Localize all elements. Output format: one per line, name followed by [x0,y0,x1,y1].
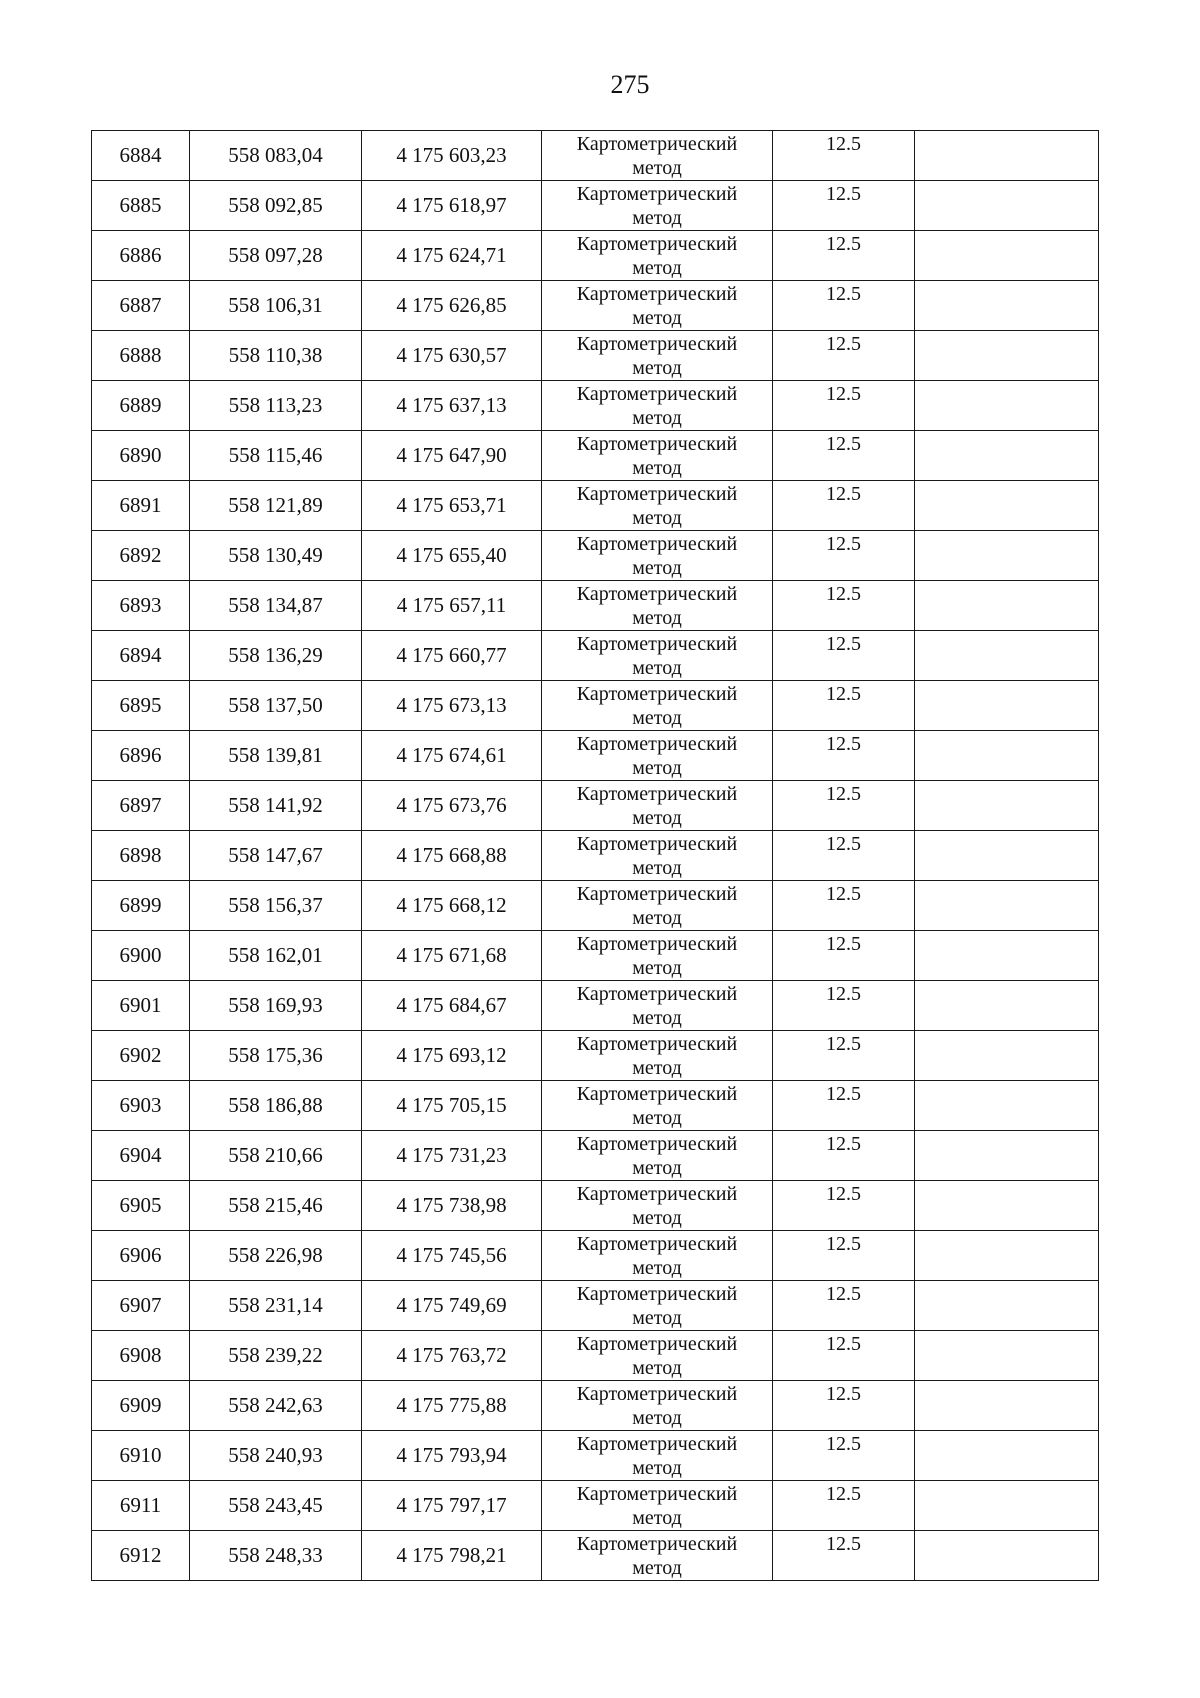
accuracy-cell: 12.5 [773,1181,915,1231]
point-number-cell: 6889 [92,381,190,431]
x-coordinate-cell: 558 169,93 [190,981,362,1031]
table-row [92,281,1099,331]
method-line-1: Картометрический [576,483,738,505]
method-line-1: Картометрический [576,1183,738,1205]
point-number-cell: 6896 [92,731,190,781]
accuracy-cell: 12.5 [773,1531,915,1581]
note-cell [915,781,1099,831]
method-line-1: Картометрический [576,1533,738,1555]
note-cell [915,931,1099,981]
y-coordinate-cell: 4 175 673,76 [362,781,542,831]
y-coordinate-cell: 4 175 647,90 [362,431,542,481]
accuracy-cell: 12.5 [773,381,915,431]
method-cell [542,931,773,981]
table-row [92,1081,1099,1131]
method-cell [542,1481,773,1531]
table-row [92,381,1099,431]
method-line-1: Картометрический [576,1083,738,1105]
accuracy-cell: 12.5 [773,631,915,681]
method-cell [542,881,773,931]
note-cell [915,881,1099,931]
page-number: 275 [610,70,650,99]
method-line-2: метод [632,557,682,579]
coordinates-table [91,130,1099,1581]
x-coordinate-cell: 558 215,46 [190,1181,362,1231]
x-coordinate-cell: 558 186,88 [190,1081,362,1131]
method-cell [542,281,773,331]
accuracy-cell: 12.5 [773,331,915,381]
accuracy-cell: 12.5 [773,1431,915,1481]
note-cell [915,1381,1099,1431]
method-cell [542,1331,773,1381]
point-number-cell: 6910 [92,1431,190,1481]
table-row [92,781,1099,831]
point-number-cell: 6906 [92,1231,190,1281]
table-row [92,881,1099,931]
method-line-2: метод [632,1507,682,1529]
table-row [92,1531,1099,1581]
y-coordinate-cell: 4 175 674,61 [362,731,542,781]
table-row [92,1031,1099,1081]
method-line-2: метод [632,507,682,529]
x-coordinate-cell: 558 243,45 [190,1481,362,1531]
table-row [92,1331,1099,1381]
y-coordinate-cell: 4 175 693,12 [362,1031,542,1081]
note-cell [915,1181,1099,1231]
method-line-2: метод [632,1057,682,1079]
method-line-1: Картометрический [576,683,738,705]
table-row [92,931,1099,981]
y-coordinate-cell: 4 175 603,23 [362,131,542,181]
table-row [92,581,1099,631]
y-coordinate-cell: 4 175 763,72 [362,1331,542,1381]
accuracy-cell: 12.5 [773,1381,915,1431]
note-cell [915,131,1099,181]
y-coordinate-cell: 4 175 626,85 [362,281,542,331]
y-coordinate-cell: 4 175 793,94 [362,1431,542,1481]
method-line-1: Картометрический [576,433,738,455]
y-coordinate-cell: 4 175 798,21 [362,1531,542,1581]
method-cell [542,131,773,181]
method-line-2: метод [632,707,682,729]
method-cell [542,731,773,781]
note-cell [915,431,1099,481]
method-line-1: Картометрический [576,833,738,855]
method-cell [542,181,773,231]
method-line-1: Картометрический [576,533,738,555]
x-coordinate-cell: 558 137,50 [190,681,362,731]
note-cell [915,731,1099,781]
method-line-2: метод [632,857,682,879]
x-coordinate-cell: 558 106,31 [190,281,362,331]
point-number-cell: 6901 [92,981,190,1031]
table-row [92,1231,1099,1281]
method-line-2: метод [632,1557,682,1579]
method-line-2: метод [632,307,682,329]
method-line-2: метод [632,1007,682,1029]
note-cell [915,1131,1099,1181]
x-coordinate-cell: 558 139,81 [190,731,362,781]
method-cell [542,1381,773,1431]
y-coordinate-cell: 4 175 660,77 [362,631,542,681]
point-number-cell: 6905 [92,1181,190,1231]
y-coordinate-cell: 4 175 630,57 [362,331,542,381]
accuracy-cell: 12.5 [773,1331,915,1381]
x-coordinate-cell: 558 210,66 [190,1131,362,1181]
method-cell [542,481,773,531]
point-number-cell: 6908 [92,1331,190,1381]
point-number-cell: 6912 [92,1531,190,1581]
y-coordinate-cell: 4 175 655,40 [362,531,542,581]
y-coordinate-cell: 4 175 637,13 [362,381,542,431]
method-cell [542,1231,773,1281]
method-cell [542,1131,773,1181]
y-coordinate-cell: 4 175 657,11 [362,581,542,631]
method-line-1: Картометрический [576,1233,738,1255]
x-coordinate-cell: 558 242,63 [190,1381,362,1431]
x-coordinate-cell: 558 162,01 [190,931,362,981]
accuracy-cell: 12.5 [773,431,915,481]
accuracy-cell: 12.5 [773,231,915,281]
accuracy-cell: 12.5 [773,831,915,881]
note-cell [915,1281,1099,1331]
accuracy-cell: 12.5 [773,181,915,231]
x-coordinate-cell: 558 141,92 [190,781,362,831]
method-line-2: метод [632,1357,682,1379]
method-line-1: Картометрический [576,983,738,1005]
y-coordinate-cell: 4 175 618,97 [362,181,542,231]
x-coordinate-cell: 558 113,23 [190,381,362,431]
method-line-1: Картометрический [576,633,738,655]
method-line-2: метод [632,357,682,379]
accuracy-cell: 12.5 [773,131,915,181]
method-cell [542,981,773,1031]
method-line-1: Картометрический [576,1383,738,1405]
accuracy-cell: 12.5 [773,1281,915,1331]
table-row [92,731,1099,781]
y-coordinate-cell: 4 175 705,15 [362,1081,542,1131]
accuracy-cell: 12.5 [773,731,915,781]
method-cell [542,1431,773,1481]
x-coordinate-cell: 558 092,85 [190,181,362,231]
point-number-cell: 6886 [92,231,190,281]
point-number-cell: 6893 [92,581,190,631]
note-cell [915,381,1099,431]
method-line-2: метод [632,1107,682,1129]
method-line-2: метод [632,1457,682,1479]
y-coordinate-cell: 4 175 775,88 [362,1381,542,1431]
table-row [92,981,1099,1031]
method-line-2: метод [632,157,682,179]
method-cell [542,681,773,731]
y-coordinate-cell: 4 175 671,68 [362,931,542,981]
point-number-cell: 6895 [92,681,190,731]
accuracy-cell: 12.5 [773,1131,915,1181]
table-row [92,1431,1099,1481]
y-coordinate-cell: 4 175 745,56 [362,1231,542,1281]
table-row [92,181,1099,231]
method-cell [542,1281,773,1331]
note-cell [915,581,1099,631]
method-line-2: метод [632,957,682,979]
method-line-1: Картометрический [576,933,738,955]
note-cell [915,531,1099,581]
accuracy-cell: 12.5 [773,981,915,1031]
note-cell [915,481,1099,531]
x-coordinate-cell: 558 136,29 [190,631,362,681]
method-cell [542,831,773,881]
point-number-cell: 6884 [92,131,190,181]
method-line-2: метод [632,657,682,679]
method-line-1: Картометрический [576,333,738,355]
accuracy-cell: 12.5 [773,881,915,931]
method-line-1: Картометрический [576,283,738,305]
x-coordinate-cell: 558 121,89 [190,481,362,531]
accuracy-cell: 12.5 [773,1031,915,1081]
note-cell [915,831,1099,881]
method-line-1: Картометрический [576,733,738,755]
method-line-2: метод [632,207,682,229]
accuracy-cell: 12.5 [773,931,915,981]
point-number-cell: 6892 [92,531,190,581]
note-cell [915,1081,1099,1131]
method-cell [542,1531,773,1581]
method-cell [542,381,773,431]
accuracy-cell: 12.5 [773,681,915,731]
note-cell [915,1431,1099,1481]
table-row [92,131,1099,181]
table-row [92,1181,1099,1231]
table-row [92,231,1099,281]
note-cell [915,331,1099,381]
y-coordinate-cell: 4 175 749,69 [362,1281,542,1331]
point-number-cell: 6903 [92,1081,190,1131]
y-coordinate-cell: 4 175 668,12 [362,881,542,931]
method-cell [542,231,773,281]
method-cell [542,431,773,481]
method-cell [542,1181,773,1231]
point-number-cell: 6894 [92,631,190,681]
method-cell [542,781,773,831]
method-line-1: Картометрический [576,1483,738,1505]
method-line-1: Картометрический [576,233,738,255]
accuracy-cell: 12.5 [773,1081,915,1131]
method-cell [542,1081,773,1131]
point-number-cell: 6900 [92,931,190,981]
y-coordinate-cell: 4 175 738,98 [362,1181,542,1231]
accuracy-cell: 12.5 [773,581,915,631]
method-line-2: метод [632,907,682,929]
point-number-cell: 6888 [92,331,190,381]
accuracy-cell: 12.5 [773,1231,915,1281]
table-row [92,631,1099,681]
note-cell [915,281,1099,331]
table-row [92,831,1099,881]
method-line-1: Картометрический [576,183,738,205]
x-coordinate-cell: 558 175,36 [190,1031,362,1081]
note-cell [915,681,1099,731]
method-line-2: метод [632,757,682,779]
x-coordinate-cell: 558 226,98 [190,1231,362,1281]
x-coordinate-cell: 558 097,28 [190,231,362,281]
y-coordinate-cell: 4 175 624,71 [362,231,542,281]
note-cell [915,1231,1099,1281]
method-line-1: Картометрический [576,1433,738,1455]
y-coordinate-cell: 4 175 797,17 [362,1481,542,1531]
coordinates-table-body [92,131,1099,1581]
method-line-2: метод [632,257,682,279]
method-line-1: Картометрический [576,1333,738,1355]
x-coordinate-cell: 558 115,46 [190,431,362,481]
y-coordinate-cell: 4 175 684,67 [362,981,542,1031]
table-row [92,681,1099,731]
note-cell [915,1481,1099,1531]
note-cell [915,631,1099,681]
method-line-2: метод [632,1157,682,1179]
table-row [92,1381,1099,1431]
note-cell [915,1331,1099,1381]
point-number-cell: 6909 [92,1381,190,1431]
point-number-cell: 6911 [92,1481,190,1531]
note-cell [915,181,1099,231]
method-line-2: метод [632,1257,682,1279]
point-number-cell: 6899 [92,881,190,931]
method-cell [542,631,773,681]
point-number-cell: 6902 [92,1031,190,1081]
method-line-1: Картометрический [576,1283,738,1305]
table-row [92,431,1099,481]
table-row [92,1481,1099,1531]
table-row [92,331,1099,381]
point-number-cell: 6898 [92,831,190,881]
note-cell [915,1531,1099,1581]
x-coordinate-cell: 558 083,04 [190,131,362,181]
x-coordinate-cell: 558 248,33 [190,1531,362,1581]
x-coordinate-cell: 558 239,22 [190,1331,362,1381]
point-number-cell: 6907 [92,1281,190,1331]
method-line-1: Картометрический [576,783,738,805]
accuracy-cell: 12.5 [773,531,915,581]
y-coordinate-cell: 4 175 653,71 [362,481,542,531]
method-line-1: Картометрический [576,1133,738,1155]
x-coordinate-cell: 558 147,67 [190,831,362,881]
method-line-2: метод [632,607,682,629]
note-cell [915,231,1099,281]
method-line-2: метод [632,1307,682,1329]
accuracy-cell: 12.5 [773,1481,915,1531]
y-coordinate-cell: 4 175 673,13 [362,681,542,731]
y-coordinate-cell: 4 175 731,23 [362,1131,542,1181]
accuracy-cell: 12.5 [773,481,915,531]
point-number-cell: 6891 [92,481,190,531]
method-line-1: Картометрический [576,883,738,905]
y-coordinate-cell: 4 175 668,88 [362,831,542,881]
method-line-1: Картометрический [576,383,738,405]
method-cell [542,531,773,581]
method-line-1: Картометрический [576,1033,738,1055]
point-number-cell: 6890 [92,431,190,481]
point-number-cell: 6887 [92,281,190,331]
accuracy-cell: 12.5 [773,281,915,331]
x-coordinate-cell: 558 110,38 [190,331,362,381]
note-cell [915,981,1099,1031]
table-row [92,481,1099,531]
x-coordinate-cell: 558 156,37 [190,881,362,931]
table-row [92,1281,1099,1331]
x-coordinate-cell: 558 231,14 [190,1281,362,1331]
point-number-cell: 6897 [92,781,190,831]
point-number-cell: 6904 [92,1131,190,1181]
note-cell [915,1031,1099,1081]
table-row [92,531,1099,581]
method-line-2: метод [632,457,682,479]
table-row [92,1131,1099,1181]
method-line-2: метод [632,407,682,429]
method-line-2: метод [632,1207,682,1229]
method-cell [542,331,773,381]
accuracy-cell: 12.5 [773,781,915,831]
method-line-1: Картометрический [576,133,738,155]
method-line-1: Картометрический [576,583,738,605]
point-number-cell: 6885 [92,181,190,231]
method-cell [542,1031,773,1081]
method-line-2: метод [632,1407,682,1429]
x-coordinate-cell: 558 130,49 [190,531,362,581]
x-coordinate-cell: 558 240,93 [190,1431,362,1481]
x-coordinate-cell: 558 134,87 [190,581,362,631]
method-cell [542,581,773,631]
method-line-2: метод [632,807,682,829]
